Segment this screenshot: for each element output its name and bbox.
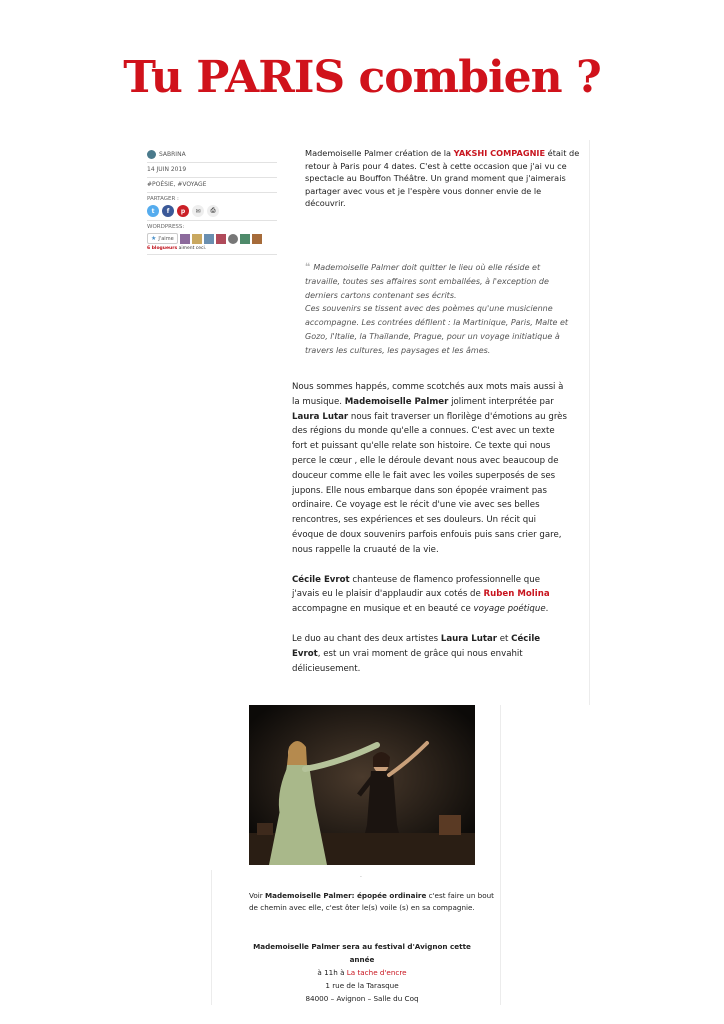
blogger-avatar[interactable] — [228, 234, 238, 244]
column-divider — [500, 705, 501, 1005]
text: à 11h à — [317, 968, 347, 977]
author-name[interactable]: SABRINA — [159, 151, 186, 158]
like-button-label: J'aime — [158, 235, 174, 242]
bold-text: Laura Lutar — [292, 411, 349, 422]
text: nous fait traverser un florilège d'émotions au grès des régions du monde qu'elle a connues. C'est avec un texte fort et puissant qu'elle relate son histoire. Ce texte qui nous perce le cœur , elle le déroule devant nous avec beaucoup de douceur comme elle le fait avec les voiles superposés de ses jupons. Elle nous embarque dans son épopée vraiment pas ordinaire. Ce voyage est le récit d'une vie avec ses belles rencontres, ses expériences et ses douleurs. Un récit qui évoque de doux souvenirs parfois enfouis puis sans crier gare, nous rappelle la cruauté de la vie. — [292, 411, 567, 555]
post-date[interactable]: 14 JUIN 2019 — [147, 163, 277, 178]
blogger-avatar[interactable] — [180, 234, 190, 244]
likes-count[interactable]: 6 blogueurs — [147, 246, 178, 251]
star-icon: ★ — [151, 235, 157, 242]
blockquote — [305, 261, 570, 371]
body-paragraph — [292, 380, 569, 558]
twitter-icon[interactable]: t — [147, 205, 159, 217]
avatar — [147, 150, 156, 159]
photo-caption: . — [360, 872, 362, 879]
text: Voir — [249, 891, 265, 900]
blogger-avatar[interactable] — [240, 234, 250, 244]
likes-suffix: aiment ceci. — [177, 246, 207, 251]
text: Nous sommes happés, comme scotchés aux mots mais aussi à la musique. — [292, 382, 564, 407]
bold-text: Mademoiselle Palmer: épopée ordinaire — [265, 891, 427, 900]
column-divider — [589, 140, 590, 705]
festival-city: 84000 – Avignon – Salle du Coq — [305, 994, 419, 1003]
wordpress-section — [147, 221, 277, 255]
post-tags[interactable]: #POÉSIE, #VOYAGE — [147, 178, 277, 193]
text: , est un vrai moment de grâce qui nous envahit délicieusement. — [292, 648, 523, 674]
festival-time — [249, 966, 475, 979]
text: joliment interprétée par — [448, 396, 554, 407]
quote-line-2: Ces souvenirs se tissent avec des poèmes qu'une musicienne accompagne. Les contrées défilent : la Martinique, Paris, Malte et Gozo, l'Italie, la Thaïlande, Prague, pour un voyage initiatique à travers les cultures, les paysages et les âmes. — [305, 304, 569, 355]
body-paragraph — [292, 573, 569, 617]
bold-text: Mademoiselle Palmer — [344, 396, 449, 407]
venue-link[interactable]: La tache d'encre — [346, 968, 407, 977]
company-link[interactable]: YAKSHI COMPAGNIE — [453, 148, 546, 158]
page-title: Tu PARIS combien ? — [123, 52, 601, 103]
bold-text: Laura Lutar — [440, 633, 498, 644]
performance-photo — [249, 705, 475, 865]
italic-text: voyage poétique — [473, 604, 546, 615]
blogger-avatar[interactable] — [252, 234, 262, 244]
text: accompagne en musique et en beauté ce — [292, 604, 474, 615]
quote-line-1: Mademoiselle Palmer doit quitter le lieu où elle réside et travaille, toutes ses affaires sont emballées, à l'exception de derniers cartons contenant ses écrits. — [305, 263, 549, 300]
festival-info — [249, 940, 475, 1005]
column-divider — [211, 870, 212, 1005]
blogger-avatar[interactable] — [204, 234, 214, 244]
festival-street: 1 rue de la Tarasque — [325, 981, 399, 990]
text: et — [497, 633, 512, 644]
author-row[interactable] — [147, 147, 277, 163]
text: . — [545, 604, 549, 615]
intro-paragraph — [305, 147, 583, 210]
print-icon[interactable]: ⎙ — [207, 205, 219, 217]
blogger-avatar[interactable] — [216, 234, 226, 244]
blogger-avatar[interactable] — [192, 234, 202, 244]
wordpress-label: WORDPRESS: — [147, 224, 185, 230]
share-label: PARTAGER : — [147, 196, 179, 202]
bold-text: Cécile Evrot — [292, 574, 350, 585]
like-button[interactable] — [147, 233, 178, 244]
festival-heading: Mademoiselle Palmer sera au festival d'Avignon cette année — [253, 942, 471, 964]
likes-note — [147, 246, 277, 251]
intro-text: Mademoiselle Palmer création de la — [305, 148, 454, 158]
ruben-molina-link[interactable]: Ruben Molina — [483, 589, 550, 600]
intro-text: était de retour à Paris pour 4 dates. C'est à cette occasion que j'ai vu ce spectacle au Bouffon Théâtre. Un grand moment que j'aimerais partager avec vous et je l'espère vous donner envie de le découvrir. — [305, 148, 580, 208]
quote-icon: ❝ — [305, 262, 311, 273]
post-meta — [147, 147, 277, 255]
bold-text: Cécile Evrot — [292, 633, 541, 659]
text: c'est faire un bout de chemin avec elle, c'est ôter le(s) voile (s) en sa compagnie. — [249, 891, 494, 912]
pinterest-icon[interactable]: p — [177, 205, 189, 217]
text: Le duo au chant des deux artistes — [292, 633, 441, 644]
email-icon[interactable]: ✉ — [192, 205, 204, 217]
article-body — [292, 380, 569, 691]
share-section — [147, 193, 277, 221]
body-paragraph — [292, 632, 569, 676]
closing-paragraph — [249, 890, 499, 913]
text: chanteuse de flamenco professionnelle que j'avais eu le plaisir d'applaudir aux cotés de — [292, 574, 540, 600]
facebook-icon[interactable]: f — [162, 205, 174, 217]
